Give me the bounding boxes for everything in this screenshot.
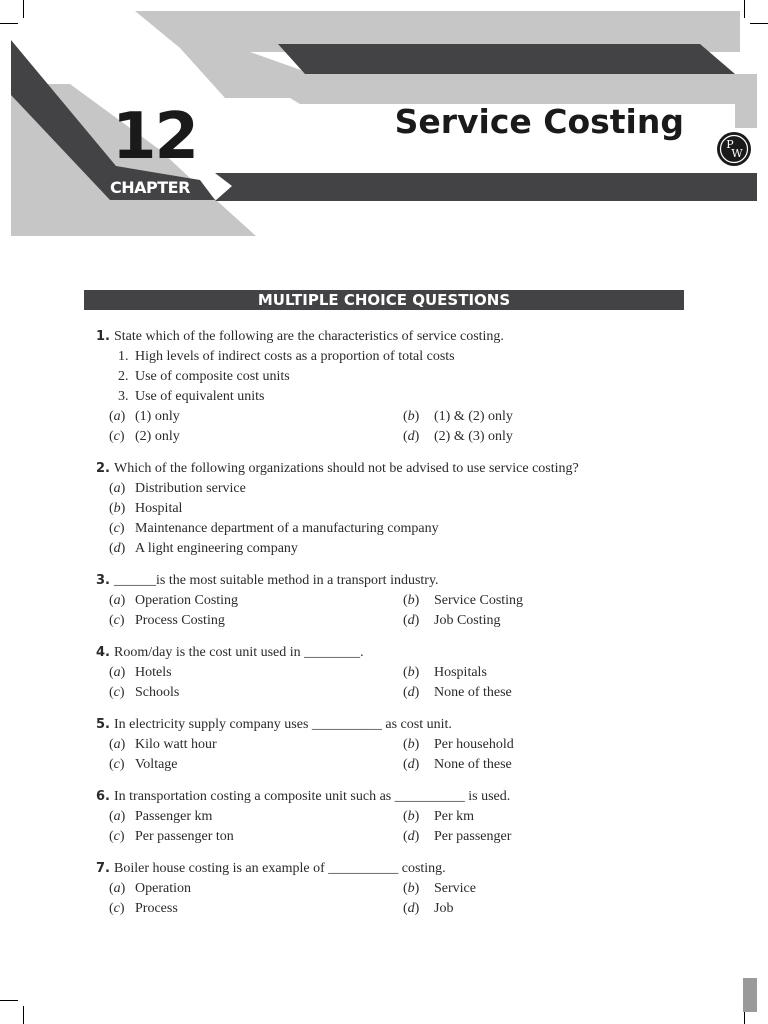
crop-mark — [23, 1006, 24, 1024]
question-text: In electricity supply company uses __________ as cost unit. — [114, 717, 452, 732]
statement-text: Use of equivalent units — [135, 389, 265, 404]
question-number: 3. — [96, 573, 110, 588]
statement-line — [92, 367, 692, 387]
option-label-b: (b) — [403, 593, 420, 608]
option-label-d: (d) — [403, 757, 420, 772]
option-label-a: (a) — [109, 737, 126, 752]
statement-text: Use of composite cost units — [135, 369, 290, 384]
pw-logo-icon — [716, 131, 752, 167]
chapter-number: 12 — [112, 100, 198, 174]
option-row — [92, 519, 692, 539]
option-label-b: (b) — [403, 665, 420, 680]
question-line — [92, 787, 692, 807]
option-row — [92, 591, 692, 611]
option-text-b: Hospitals — [434, 665, 487, 680]
question-item — [92, 571, 692, 631]
option-text-a: Distribution service — [135, 481, 246, 496]
option-label-d: (d) — [403, 901, 420, 916]
option-row — [92, 611, 692, 631]
option-label-b: (b) — [403, 409, 420, 424]
option-row — [92, 427, 692, 447]
crop-mark — [750, 23, 768, 24]
option-text-c: Process — [135, 901, 178, 916]
question-item — [92, 459, 692, 559]
option-text-a: (1) only — [135, 409, 180, 424]
option-label-c: (c) — [109, 521, 125, 536]
option-text-d: (2) & (3) only — [434, 429, 513, 444]
option-text-c: Per passenger ton — [135, 829, 234, 844]
statement-line — [92, 347, 692, 367]
question-number: 2. — [96, 461, 110, 476]
option-text-a: Hotels — [135, 665, 172, 680]
crop-mark — [0, 1000, 18, 1001]
option-label-a: (a) — [109, 809, 126, 824]
option-row — [92, 499, 692, 519]
option-text-a: Operation — [135, 881, 191, 896]
question-line — [92, 571, 692, 591]
page-edge-tab — [743, 978, 757, 1012]
question-list — [92, 327, 692, 931]
question-text: Which of the following organizations should not be advised to use service costing? — [114, 461, 579, 476]
crop-mark — [0, 23, 18, 24]
svg-text:W: W — [731, 147, 743, 160]
question-text: In transportation costing a composite unit such as __________ is used. — [114, 789, 511, 804]
option-label-c: (c) — [109, 901, 125, 916]
option-label-c: (c) — [109, 829, 125, 844]
option-label-b: (b) — [403, 881, 420, 896]
option-text-a: Operation Costing — [135, 593, 239, 608]
question-line — [92, 715, 692, 735]
option-text-a: Passenger km — [135, 809, 213, 824]
option-text-d: Job Costing — [434, 613, 501, 628]
option-label-b: (b) — [403, 809, 420, 824]
option-text-d: A light engineering company — [135, 541, 298, 556]
option-label-d: (d) — [109, 541, 126, 556]
question-item — [92, 787, 692, 847]
option-text-d: Per passenger — [434, 829, 512, 844]
option-row — [92, 407, 692, 427]
option-label-d: (d) — [403, 685, 420, 700]
question-number: 7. — [96, 861, 110, 876]
option-row — [92, 827, 692, 847]
question-text: Room/day is the cost unit used in ________. — [114, 645, 364, 660]
question-line — [92, 643, 692, 663]
question-line — [92, 327, 692, 347]
question-number: 5. — [96, 717, 110, 732]
question-item — [92, 715, 692, 775]
question-number: 1. — [96, 329, 110, 344]
option-text-c: (2) only — [135, 429, 180, 444]
question-number: 4. — [96, 645, 110, 660]
option-label-d: (d) — [403, 613, 420, 628]
option-text-b: Per household — [434, 737, 514, 752]
crop-mark — [744, 0, 745, 18]
option-row — [92, 879, 692, 899]
chapter-label: CHAPTER — [110, 178, 190, 197]
option-row — [92, 663, 692, 683]
question-line — [92, 459, 692, 479]
option-text-c: Maintenance department of a manufacturing company — [135, 521, 439, 536]
svg-text:P: P — [726, 138, 734, 151]
option-label-a: (a) — [109, 593, 126, 608]
option-text-b: Service — [434, 881, 476, 896]
option-label-c: (c) — [109, 685, 125, 700]
option-text-b: Per km — [434, 809, 475, 824]
option-label-a: (a) — [109, 665, 126, 680]
statement-line — [92, 387, 692, 407]
option-row — [92, 479, 692, 499]
option-text-d: Job — [434, 901, 454, 916]
question-line — [92, 859, 692, 879]
option-row — [92, 807, 692, 827]
option-label-a: (a) — [109, 409, 126, 424]
option-text-d: None of these — [434, 685, 512, 700]
option-text-d: None of these — [434, 757, 512, 772]
option-row — [92, 899, 692, 919]
option-label-b: (b) — [403, 737, 420, 752]
option-text-c: Process Costing — [135, 613, 225, 628]
option-label-c: (c) — [109, 429, 125, 444]
option-row — [92, 735, 692, 755]
option-label-c: (c) — [109, 613, 125, 628]
question-item — [92, 859, 692, 919]
question-item — [92, 327, 692, 447]
statement-number: 2. — [118, 369, 129, 384]
question-number: 6. — [96, 789, 110, 804]
option-row — [92, 683, 692, 703]
statement-text: High levels of indirect costs as a proportion of total costs — [135, 349, 455, 364]
option-text-b: Service Costing — [434, 593, 524, 608]
statement-number: 1. — [118, 349, 129, 364]
question-item — [92, 643, 692, 703]
statement-number: 3. — [118, 389, 129, 404]
option-text-b: Hospital — [135, 501, 183, 516]
option-row — [92, 539, 692, 559]
option-label-d: (d) — [403, 829, 420, 844]
option-text-b: (1) & (2) only — [434, 409, 513, 424]
option-label-a: (a) — [109, 881, 126, 896]
crop-mark — [23, 0, 24, 18]
option-label-a: (a) — [109, 481, 126, 496]
option-label-c: (c) — [109, 757, 125, 772]
question-text: ______is the most suitable method in a transport industry. — [114, 573, 439, 588]
section-heading: MULTIPLE CHOICE QUESTIONS — [84, 290, 684, 310]
option-text-c: Voltage — [135, 757, 178, 772]
question-text: Boiler house costing is an example of __________ costing. — [114, 861, 446, 876]
option-text-a: Kilo watt hour — [135, 737, 217, 752]
option-label-d: (d) — [403, 429, 420, 444]
option-text-c: Schools — [135, 685, 180, 700]
option-label-b: (b) — [109, 501, 126, 516]
chapter-title: Service Costing — [394, 102, 684, 141]
option-row — [92, 755, 692, 775]
question-text: State which of the following are the characteristics of service costing. — [114, 329, 504, 344]
